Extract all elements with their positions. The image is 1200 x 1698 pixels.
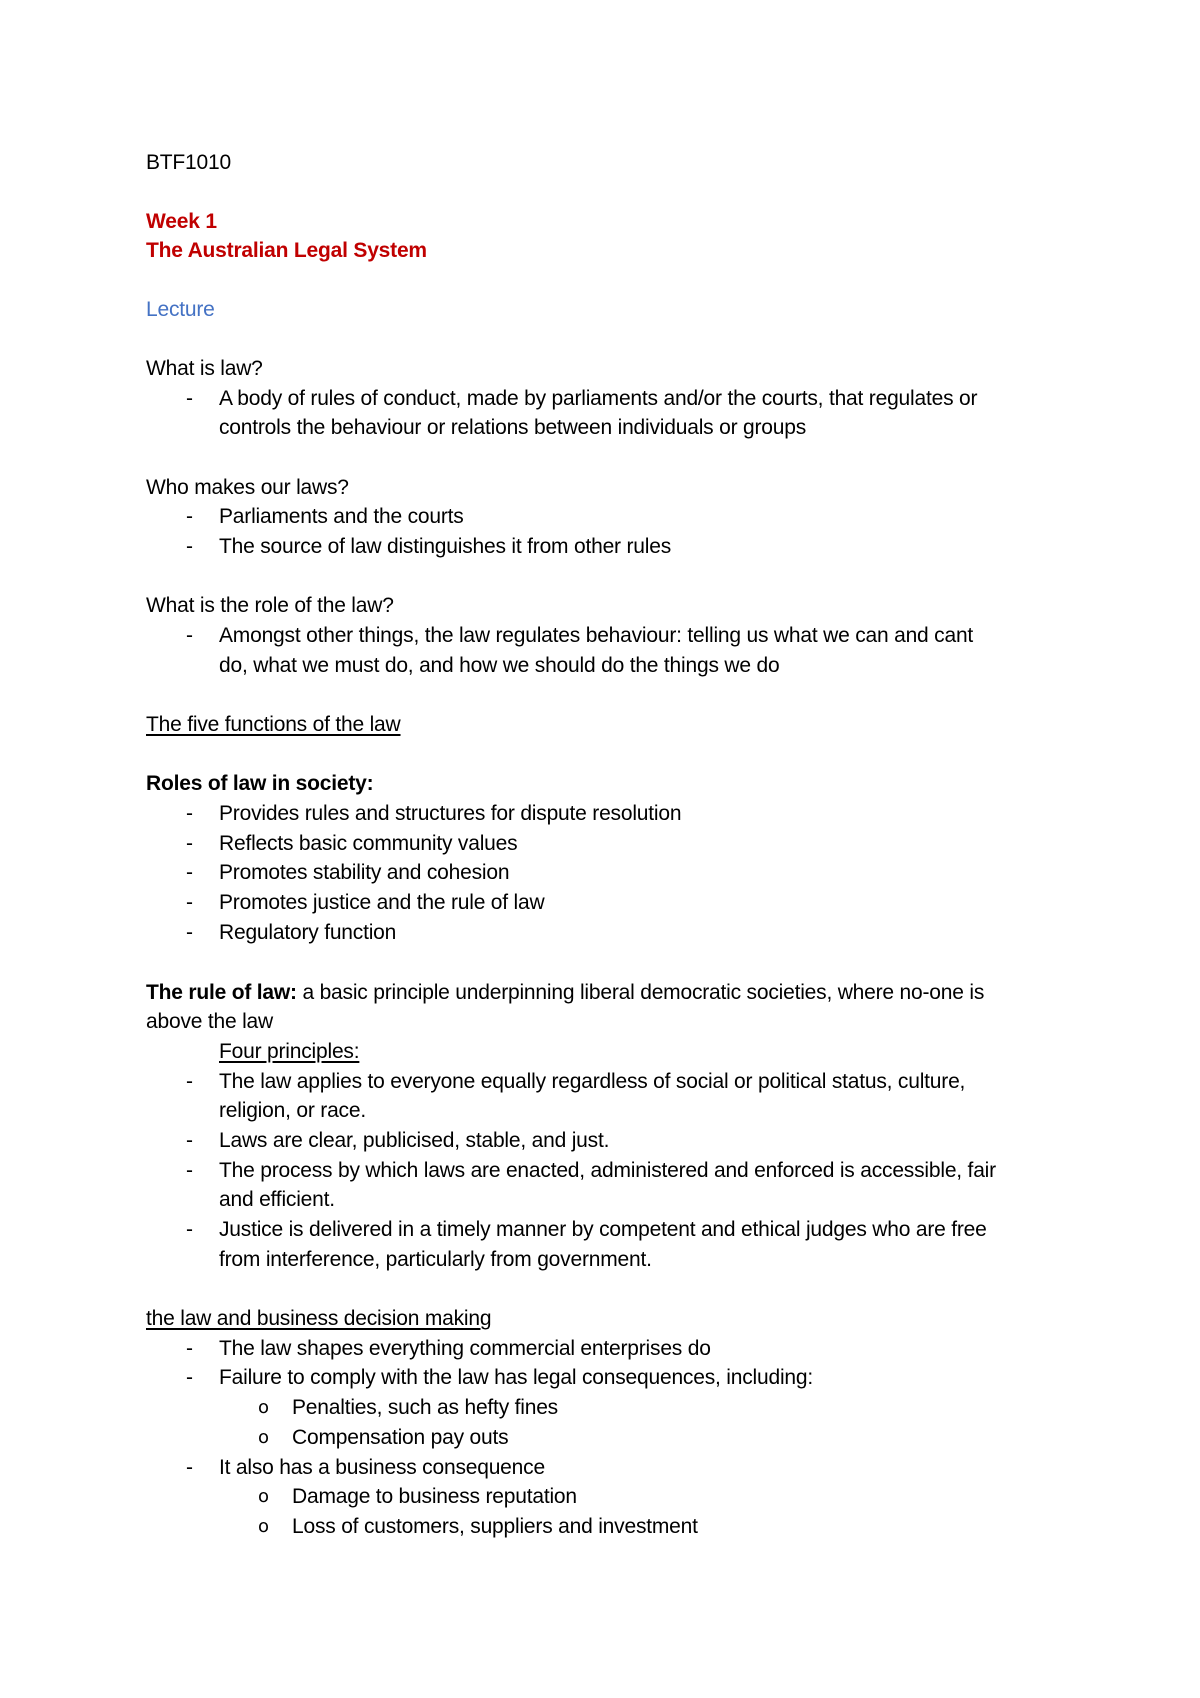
four-principles-heading: Four principles: — [219, 1040, 360, 1063]
bullet-text: controls the behaviour or relations between individuals or groups — [219, 416, 807, 439]
bullet-text: Regulatory function — [219, 921, 397, 944]
dash-bullet: - — [186, 861, 193, 884]
dash-bullet: - — [186, 505, 193, 528]
bullet-text: Reflects basic community values — [219, 832, 518, 855]
dash-bullet: - — [186, 624, 193, 647]
sub-bullet-text: Compensation pay outs — [292, 1426, 509, 1449]
dash-bullet: - — [186, 1456, 193, 1479]
sub-bullet-text: Damage to business reputation — [292, 1485, 577, 1508]
lecture-heading: Lecture — [146, 298, 215, 321]
bullet-text: Failure to comply with the law has legal consequences, including: — [219, 1366, 814, 1389]
bullet-text: do, what we must do, and how we should do the things we do — [219, 654, 780, 677]
bullet-text: Promotes justice and the rule of law — [219, 891, 545, 914]
circle-bullet: o — [258, 1486, 270, 1507]
dash-bullet: - — [186, 1337, 193, 1360]
bullet-text: The law applies to everyone equally regardless of social or political status, culture, — [219, 1070, 966, 1093]
bullet-text: Amongst other things, the law regulates behaviour: telling us what we can and cant — [219, 624, 974, 647]
course-code: BTF1010 — [146, 151, 231, 174]
circle-bullet: o — [258, 1516, 270, 1537]
bullet-text: religion, or race. — [219, 1099, 366, 1122]
circle-bullet: o — [258, 1427, 270, 1448]
bullet-text: Laws are clear, publicised, stable, and just. — [219, 1129, 610, 1152]
dash-bullet: - — [186, 832, 193, 855]
dash-bullet: - — [186, 802, 193, 825]
rule-of-law-paragraph — [146, 978, 984, 1008]
sub-bullet-text: Penalties, such as hefty fines — [292, 1396, 558, 1419]
rule-of-law-term: The rule of law: — [146, 981, 297, 1004]
document-title: The Australian Legal System — [146, 239, 427, 262]
rule-of-law-definition-cont: above the law — [146, 1010, 273, 1033]
circle-bullet: o — [258, 1397, 270, 1418]
bullet-text: The source of law distinguishes it from other rules — [219, 535, 672, 558]
business-heading: the law and business decision making — [146, 1307, 492, 1330]
dash-bullet: - — [186, 1366, 193, 1389]
rule-of-law-definition: a basic principle underpinning liberal democratic societies, where no-one is — [296, 981, 985, 1004]
question-role-of-law: What is the role of the law? — [146, 594, 394, 617]
dash-bullet: - — [186, 1159, 193, 1182]
bullet-text: It also has a business consequence — [219, 1456, 545, 1479]
dash-bullet: - — [186, 1129, 193, 1152]
question-who-makes-laws: Who makes our laws? — [146, 476, 349, 499]
question-what-is-law: What is law? — [146, 357, 263, 380]
bullet-text: from interference, particularly from government. — [219, 1248, 652, 1271]
sub-bullet-text: Loss of customers, suppliers and investment — [292, 1515, 698, 1538]
dash-bullet: - — [186, 891, 193, 914]
bullet-text: Justice is delivered in a timely manner by competent and ethical judges who are free — [219, 1218, 987, 1241]
bullet-text: A body of rules of conduct, made by parliaments and/or the courts, that regulates or — [219, 387, 978, 410]
week-heading: Week 1 — [146, 210, 217, 233]
roles-heading: Roles of law in society: — [146, 772, 374, 795]
dash-bullet: - — [186, 1218, 193, 1241]
dash-bullet: - — [186, 1070, 193, 1093]
dash-bullet: - — [186, 921, 193, 944]
bullet-text: Parliaments and the courts — [219, 505, 464, 528]
bullet-text: The law shapes everything commercial enterprises do — [219, 1337, 711, 1360]
dash-bullet: - — [186, 535, 193, 558]
bullet-text: and efficient. — [219, 1188, 335, 1211]
bullet-text: Promotes stability and cohesion — [219, 861, 510, 884]
bullet-text: The process by which laws are enacted, administered and enforced is accessible, fair — [219, 1159, 996, 1182]
bullet-text: Provides rules and structures for dispute resolution — [219, 802, 682, 825]
dash-bullet: - — [186, 387, 193, 410]
five-functions-heading: The five functions of the law — [146, 713, 401, 736]
